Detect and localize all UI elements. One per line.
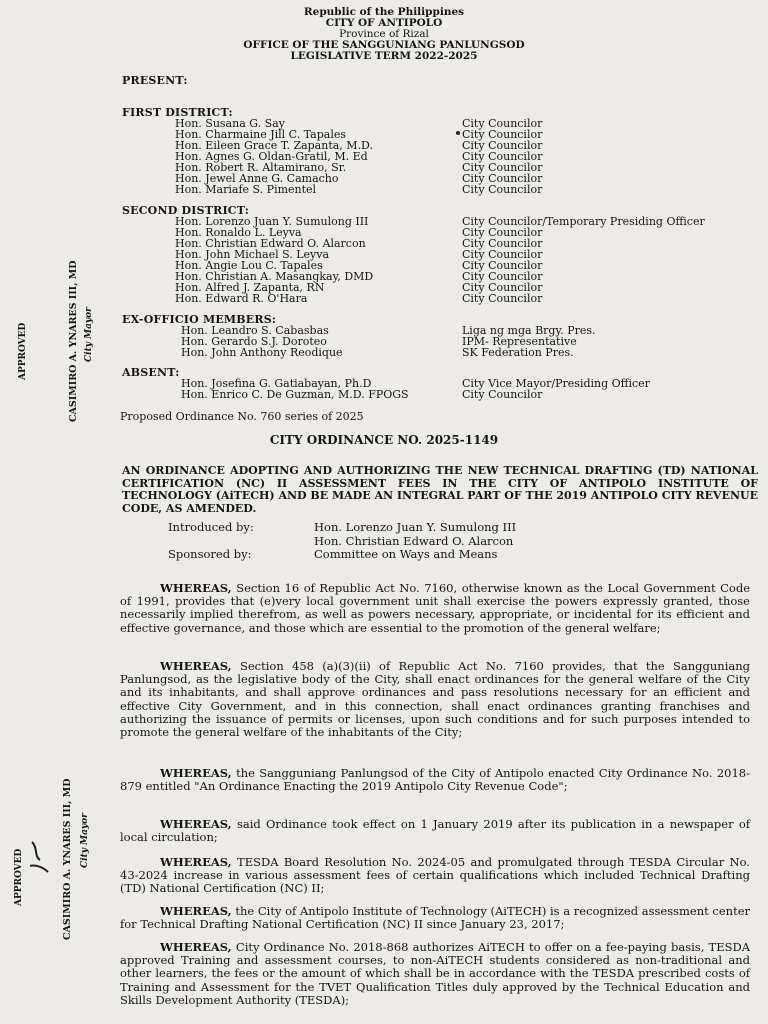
mayor-title-stamp: City Mayor [80, 813, 90, 868]
mayor-name-stamp: CASIMIRO A. YNARES III, MD [68, 260, 79, 422]
signature-initial-mark [26, 838, 54, 878]
introduced-label: Introduced by: [168, 520, 254, 534]
document-page: Republic of the Philippines CITY OF ANTIPOLO Province of Rizal OFFICE OF THE SANGGUNIANG PANLUNGSOD LEGISLATIVE TERM 2022-2025 PRESENT: FIRST DISTRICT: Hon. Susana G. Say City Councilor Hon. Charmaine Jill C. Tapales City Councilor Hon. Eileen Grace T. Zapanta, M.D. City Councilor Hon. Agnes G. Oldan-Gratil, M. Ed City Councilor Hon. Robert R. Altamirano, Sr. City Councilor Hon. Jewel Anne G. Camacho City Councilor Hon. Mariafe S. Pimentel City Councilor SECOND DISTRICT: Hon. Lorenzo Juan Y. Sumulong III City Councilor/Temporary Presiding Officer Hon. Ronaldo L. Leyva City Councilor Hon. Christian Edward O. Alarcon City Councilor Hon. John Michael S. Leyva City Councilor Hon. Angie Lou C. Tapales City Councilor Hon. Christian A. Masangkay, DMD City Councilor Hon. Alfred J. Zapanta, RN City Councilor Hon. Edward R. O'Hara City Councilor EX-OFFICIO MEMBERS: Hon. Leandro S. Cabasbas Liga ng mga Brgy. Pres. Hon. Gerardo S.J. Doroteo IPM- Representative Hon. John Anthony Reodique SK Federation Pres. ABSENT: Hon. Josefina G. Gatiabayan, Ph.D City Vice Mayor/Presiding Officer Hon. Enrico C. De Guzman, M.D. FPOGS City Councilor Proposed Ordinance No. 760 series of 2025 CITY ORDINANCE NO. 2025-1149 AN ORDINANCE ADOPTING AND AUTHORIZING THE NEW TECHNICAL DRAFTING (TD) NATIONAL CERTIFICATION (NC) II ASSESSMENT FEES IN THE CITY OF ANTIPOLO INSTITUTE OF TECHNOLOGY (AiTECH) AND BE MADE AN INTEGRAL PART OF THE 2019 ANTIPOLO CITY REVENUE CODE, AS AMENDED. Introduced by: Hon. Lorenzo Juan Y. Sumulong III Hon. Christian Edward O. Alarcon Sponsored by: Committee on Ways and Means WHEREAS, Section 16 of Republic Act No. 7160, otherwise known as the Local Government Code of 1991, provides that (e)very local government unit shall exercise the powers expressly granted, those necessarily implied therefrom, as well as powers necessary, appropriate, or incidental for its efficient and effective governance, and those which are essential to the promotion of the general welfare; WHEREAS, Section 458 (a)(3)(ii) of Republic Act No. 7160 provides, that the Sangguniang Panlungsod, as the legislative body of the City, shall enact ordinances for the general welfare of the City and its inhabitants, and shall approve ordinances and pass resolutions necessary for an efficient and effective City Government, and in this connection, shall enact ordinances granting franchises and authorizing the issuance of permits or licenses, upon such conditions and for such purposes intended to promote the general welfare of the inhabitants of the City; WHEREAS, the Sangguniang Panlungsod of the City of Antipolo enacted City Ordinance No. 2018-879 entitled "An Ordinance Enacting the 2019 Antipolo City Revenue Code"; WHEREAS, said Ordinance took effect on 1 January 2019 after its publication in a newspaper of local circulation; WHEREAS, TESDA Board Resolution No. 2024-05 and promulgated through TESDA Circular No. 43-2024 increase in various assessment fees of certain qualifications which included Technical Drafting (TD) National Certification (NC) II; WHEREAS, the City of Antipolo Institute of Technology (AiTECH) is a recognized assessment center for Technical Drafting National Certification (NC) II since January 23, 2017; WHEREAS, City Ordinance No. 2018-868 authorizes AiTECH to offer on a fee-paying basis, TESDA approved Training and assessment courses, to non-AiTECH students considered as non-traditional and other learners, the fees or the amount of which shall be in accordance with the TESDA prescribed costs of Training and Assessment for the TVET Qualification Titles duly approved by the Technical Education and Skills Development Authority (TESDA); APPROVED CASIMIRO A. YNARES III, MD City Mayor APPROVED CASIMIRO A. YNARES III, MD City Mayor [0, 0, 768, 1024]
ex-officio-label: EX-OFFICIO MEMBERS: [122, 313, 277, 326]
introduced-by-2: Hon. Christian Edward O. Alarcon [314, 534, 514, 548]
approved-stamp: APPROVED [14, 848, 24, 906]
header-term: LEGISLATIVE TERM 2022-2025 [290, 50, 478, 62]
proposed-ordinance: Proposed Ordinance No. 760 series of 2025 [120, 410, 364, 423]
present-label: PRESENT: [122, 74, 188, 87]
whereas-paragraph: WHEREAS, said Ordinance took effect on 1 January 2019 after its publication in a newspaper of local circulation; [120, 817, 750, 845]
whereas-paragraph: WHEREAS, the Sangguniang Panlungsod of the City of Antipolo enacted City Ordinance No. 2018-879 entitled "An Ordinance Enacting the 2019 Antipolo City Revenue Code"; [120, 766, 751, 794]
sponsored-by: Committee on Ways and Means [314, 547, 498, 561]
header-office: OFFICE OF THE SANGGUNIANG PANLUNGSOD [243, 39, 525, 51]
absent-label: ABSENT: [122, 366, 180, 379]
mayor-title-stamp: City Mayor [84, 307, 94, 362]
whereas-paragraph: WHEREAS, Section 458 (a)(3)(ii) of Republic Act No. 7160 provides, that the Sangguniang Panlungsod, as the legislative body of the City, shall enact ordinances for the general welfare of the City and its inhabitants, and shall approve ordinances and pass resolutions necessary for an efficient and effective City Government, and in this connection, shall enact ordinances granting franchises and authorizing the issuance of permits or licenses, upon such conditions and for such purposes intended to promote the general welfare of the inhabitants of the City; [120, 659, 750, 740]
ordinance-subject: AN ORDINANCE ADOPTING AND AUTHORIZING THE NEW TECHNICAL DRAFTING (TD) NATIONAL CERTIFICATION (NC) II ASSESSMENT FEES IN THE CITY OF ANTIPOLO INSTITUTE OF TECHNOLOGY (AiTECH) AND BE MADE AN INTEGRAL PART OF THE 2019 ANTIPOLO CITY REVENUE CODE, AS AMENDED. [122, 464, 758, 515]
second-district-label: SECOND DISTRICT: [122, 204, 249, 217]
whereas-paragraph: WHEREAS, Section 16 of Republic Act No. 7160, otherwise known as the Local Government Code of 1991, provides that (e)very local government unit shall exercise the powers expressly granted, those necessarily implied therefrom, as well as powers necessary, appropriate, or incidental for its efficient and effective governance, and those which are essential to the promotion of the general welfare; [120, 581, 751, 635]
header-province: Province of Rizal [339, 28, 429, 40]
header-republic: Republic of the Philippines [303, 6, 465, 18]
whereas-paragraph: WHEREAS, the City of Antipolo Institute of Technology (AiTECH) is a recognized assessment center for Technical Drafting National Certification (NC) II since January 23, 2017; [120, 904, 751, 932]
ink-dot [456, 131, 460, 135]
whereas-paragraph: WHEREAS, TESDA Board Resolution No. 2024-05 and promulgated through TESDA Circular No. 43-2024 increase in various assessment fees of certain qualifications which included Technical Drafting (TD) National Certification (NC) II; [120, 855, 750, 896]
whereas-paragraph: WHEREAS, City Ordinance No. 2018-868 authorizes AiTECH to offer on a fee-paying basis, TESDA approved Training and assessment courses, to non-AiTECH students considered as non-traditional and other learners, the fees or the amount of which shall be in accordance with the TESDA prescribed costs of Training and Assessment for the TVET Qualification Titles duly approved by the Technical Education and Skills Development Authority (TESDA); [120, 940, 751, 1007]
introduced-by-1: Hon. Lorenzo Juan Y. Sumulong III [314, 520, 517, 534]
ordinance-title: CITY ORDINANCE NO. 2025-1149 [269, 433, 499, 447]
first-district-label: FIRST DISTRICT: [122, 106, 233, 119]
sponsored-label: Sponsored by: [168, 547, 252, 561]
approved-stamp: APPROVED [18, 322, 28, 380]
mayor-name-stamp: CASIMIRO A. YNARES III, MD [62, 778, 73, 940]
header-city: CITY OF ANTIPOLO [325, 17, 443, 29]
